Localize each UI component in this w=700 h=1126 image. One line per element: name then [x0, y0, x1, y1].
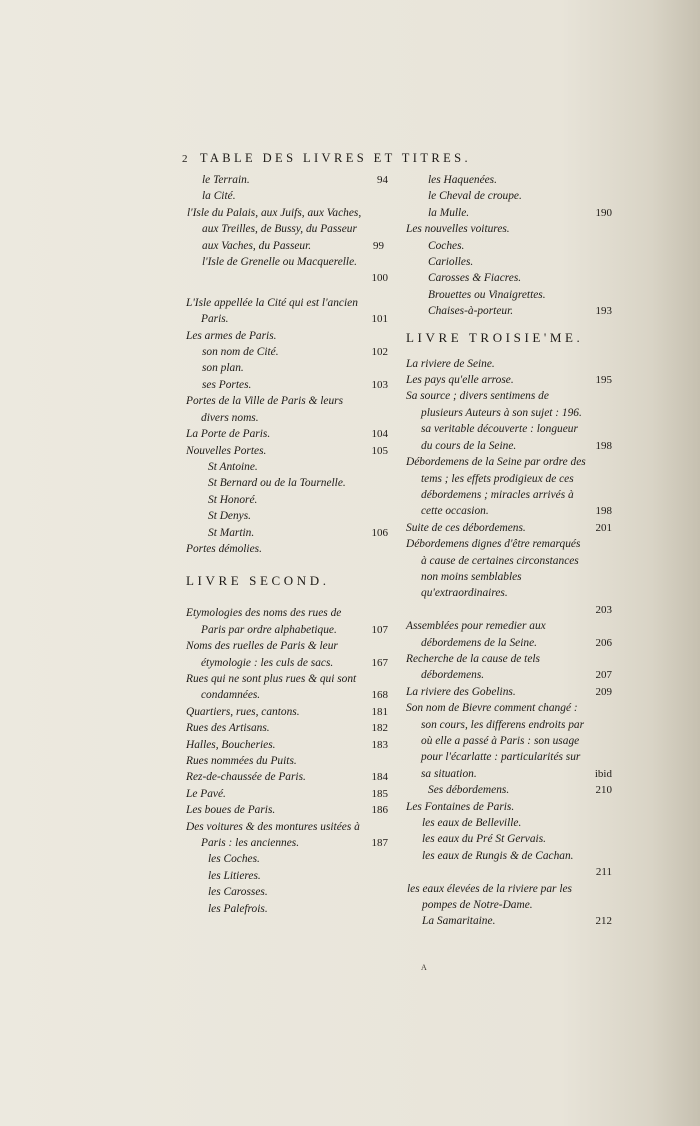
entry-title: St Bernard ou de la Tournelle. [208, 477, 346, 490]
toc-entry [406, 520, 612, 536]
page-title: TABLE DES LIVRES ET TITRES. [199, 151, 472, 165]
toc-entry [406, 205, 612, 221]
left-column [186, 172, 388, 917]
toc-entry [186, 508, 388, 524]
toc-entry [406, 651, 612, 684]
entry-title: La Samaritaine. [422, 915, 496, 928]
entry-title: Coches. [428, 239, 465, 252]
entry-title: Quartiers, rues, cantons. [186, 705, 300, 718]
toc-entry [186, 459, 388, 475]
entry-title: St Denys. [208, 510, 252, 523]
toc-entry [186, 868, 388, 884]
entry-title: Carosses & Fiacres. [428, 272, 522, 285]
entry-page-number: 105 [371, 444, 388, 457]
spacer [186, 287, 388, 295]
toc-entry [406, 618, 612, 651]
entry-page-number: 210 [595, 784, 612, 797]
entry-title: Halles, Boucheries. [186, 738, 276, 751]
toc-entry [186, 344, 388, 360]
toc-entry [406, 700, 612, 782]
toc-entry [406, 848, 612, 881]
entry-page-number: 168 [371, 689, 388, 702]
entry-page-number: 167 [371, 656, 388, 669]
toc-entry [186, 720, 388, 736]
entry-title: Rues qui ne sont plus rues & qui sont condamnées. [186, 672, 357, 702]
section-heading: LIVRE TROISIE'ME. [406, 329, 584, 345]
toc-entry [186, 295, 388, 328]
entry-title: La riviere de Seine. [406, 357, 495, 370]
entry-page-number: 184 [371, 771, 388, 784]
toc-entry [186, 786, 388, 802]
toc-entry [406, 454, 612, 520]
entry-title: Son nom de Bievre comment changé : son cours, les differens endroits par où elle a passé à Paris : son usage pour l'écarlatte : particularités sur sa situation. [406, 702, 585, 780]
entry-page-number: 198 [595, 439, 612, 452]
entry-title: Recherche de la cause de tels débordemens. [406, 652, 540, 682]
entry-title: les Carosses. [208, 886, 268, 899]
entry-title: Ses débordemens. [428, 784, 510, 797]
toc-entry [186, 605, 388, 638]
entry-title: Les boues de Paris. [186, 804, 276, 817]
entry-page-number: 104 [371, 428, 388, 441]
running-header [182, 151, 562, 166]
toc-entry [406, 254, 612, 270]
entry-title: Chaises-à-porteur. [428, 305, 514, 318]
entry-title: Débordemens de la Seine par ordre des tems ; les effets prodigieux de ces débordemens ; miracles arrivés à cette occasion. [406, 456, 586, 518]
toc-entry [406, 303, 612, 319]
entry-title: les eaux du Pré St Gervais. [422, 833, 547, 846]
toc-entry [406, 536, 612, 618]
entry-page-number: 211 [595, 866, 612, 879]
toc-entry [406, 913, 612, 929]
toc-entry [186, 377, 388, 393]
toc-entry [186, 802, 388, 818]
toc-entry [406, 356, 612, 372]
entry-title: les Haquenées. [428, 174, 497, 186]
entry-page-number: 100 [371, 272, 388, 285]
toc-entry [186, 671, 388, 704]
entry-page-number: 209 [595, 685, 612, 698]
toc-entry [406, 287, 612, 303]
entry-title: les Coches. [208, 853, 260, 866]
entry-title: la Mulle. [428, 206, 470, 219]
entry-title: Les armes de Paris. [186, 329, 277, 342]
entry-page-number: 201 [595, 521, 612, 534]
page-number: 2 [182, 153, 188, 165]
entry-title: son nom de Cité. [202, 346, 279, 359]
entry-page-number: 185 [371, 787, 388, 800]
entry-title: ses Portes. [202, 378, 252, 391]
entry-page-number: 101 [371, 313, 388, 326]
entry-page-number: 103 [371, 378, 388, 391]
entry-page-number: 207 [595, 669, 612, 682]
entry-title: Rues des Artisans. [186, 722, 270, 735]
toc-entry [186, 328, 388, 344]
toc-entry [186, 360, 388, 376]
entry-page-number: 190 [595, 206, 612, 219]
toc-entry [406, 238, 612, 254]
spacer [186, 591, 388, 605]
toc-entry [186, 172, 388, 188]
entry-title: Cariolles. [428, 256, 474, 269]
entry-title: Des voitures & des montures usitées à Paris : les anciennes. [186, 820, 360, 850]
entry-title: la Cité. [202, 190, 236, 203]
toc-entry [186, 737, 388, 753]
entry-title: Nouvelles Portes. [186, 444, 267, 457]
entry-title: St Antoine. [208, 460, 258, 473]
toc-entry [406, 684, 612, 700]
entry-title: le Terrain. [202, 174, 250, 186]
entry-title: les eaux de Rungis & de Cachan. [422, 849, 574, 862]
entry-page-number: 186 [371, 804, 388, 817]
entry-title: Sa source ; divers sentimens de plusieurs Auteurs à son sujet : 196. sa veritable découverte : longueur du cours de la Seine. [406, 390, 582, 452]
toc-entry [186, 426, 388, 442]
toc-entry [186, 753, 388, 769]
entry-page-number: 183 [371, 738, 388, 751]
entry-page-number: 193 [595, 305, 612, 318]
signature-mark: A [421, 963, 427, 972]
toc-entry: l'Isle du Palais, aux Juifs, aux Vaches, aux Treilles, de Bussy, du Passeur aux Vaches, du Passeur. 99 [186, 205, 388, 254]
entry-title: Rez-de-chaussée de Paris. [186, 771, 306, 784]
entry-page-number: 106 [371, 526, 388, 539]
toc-entry [186, 393, 388, 426]
entry-page-number: ibid [594, 767, 612, 780]
entry-page-number: 182 [371, 722, 388, 735]
toc-entry [186, 525, 388, 541]
entry-title: St Martin. [208, 526, 255, 539]
toc-entry [186, 254, 388, 287]
entry-title: le Cheval de croupe. [428, 190, 522, 203]
entry-page-number: 187 [371, 837, 388, 850]
entry-title: l'Isle du Palais, aux Juifs, aux Vaches, aux Treilles, de Bussy, du Passeur aux Vaches, du Passeur. [187, 206, 362, 252]
toc-entry [186, 541, 388, 557]
entry-title: Portes démolies. [186, 542, 262, 555]
toc-entry [406, 881, 612, 914]
entry-title: Les nouvelles voitures. [406, 223, 510, 236]
toc-entry [186, 638, 388, 671]
entry-page-number: 198 [595, 505, 612, 518]
entry-title: Suite de ces débordemens. [406, 521, 526, 534]
entry-page-number: 107 [371, 623, 388, 636]
entry-page-number: 181 [371, 705, 388, 718]
entry-title: Noms des ruelles de Paris & leur étymologie : les culs de sacs. [186, 640, 338, 669]
toc-entry [186, 704, 388, 720]
toc-entry [186, 851, 388, 867]
entry-title: Les Fontaines de Paris. [406, 800, 515, 813]
toc-entry [186, 492, 388, 508]
entry-title: La riviere des Gobelins. [406, 685, 516, 698]
toc-entry [406, 799, 612, 815]
entry-title: l'Isle de Grenelle ou Macquerelle. [202, 256, 357, 269]
toc-entry [406, 270, 612, 286]
entry-title: les eaux de Belleville. [422, 817, 522, 830]
entry-title: Rues nommées du Puits. [186, 755, 297, 767]
entry-title: Le Pavé. [186, 787, 226, 800]
entry-title: L'Isle appellée la Cité qui est l'ancien Paris. [186, 296, 358, 326]
toc-entry [406, 221, 612, 237]
right-column [406, 172, 612, 930]
entry-title: St Honoré. [208, 493, 258, 506]
entry-title: Portes de la Ville de Paris & leurs divers noms. [186, 395, 344, 424]
toc-entry [406, 815, 612, 831]
entry-title: son plan. [202, 362, 244, 375]
section-heading: LIVRE SECOND. [186, 573, 330, 589]
spacer [186, 557, 388, 571]
toc-entry [406, 188, 612, 204]
entry-page-number: 102 [371, 346, 388, 359]
toc-entry [406, 372, 612, 388]
toc-entry [186, 443, 388, 459]
toc-entry [186, 901, 388, 917]
spacer [406, 348, 612, 356]
toc-entry [406, 831, 612, 847]
entry-title: les Litieres. [208, 869, 261, 882]
entry-page-number: 195 [595, 374, 612, 387]
entry-title: Les pays qu'elle arrose. [406, 374, 514, 387]
entry-page-number: 203 [595, 603, 612, 616]
entry-page-number: 212 [595, 915, 612, 928]
toc-entry [186, 769, 388, 785]
entry-title: Débordemens dignes d'être remarqués à cause de certaines circonstances non moins semblables qu'extraordinaires. [406, 538, 581, 600]
toc-entry [186, 188, 388, 204]
entry-title: La Porte de Paris. [186, 428, 271, 441]
toc-entry [186, 819, 388, 852]
spacer [406, 320, 612, 328]
toc-entry [406, 172, 612, 188]
toc-entry [406, 782, 612, 798]
entry-title: les eaux élevées de la riviere par les pompes de Notre-Dame. [407, 882, 572, 912]
toc-entry [186, 884, 388, 900]
entry-page-number: 206 [595, 636, 612, 649]
entry-title: Etymologies des noms des rues de Paris par ordre alphabetique. [186, 607, 342, 636]
toc-entry [406, 388, 612, 454]
entry-title: Assemblées pour remedier aux débordemens de la Seine. [406, 620, 546, 649]
entry-title: Brouettes ou Vinaigrettes. [428, 288, 546, 301]
entry-title: les Palefrois. [208, 902, 268, 915]
toc-entry [186, 475, 388, 491]
entry-page-number: 94 [377, 174, 388, 186]
